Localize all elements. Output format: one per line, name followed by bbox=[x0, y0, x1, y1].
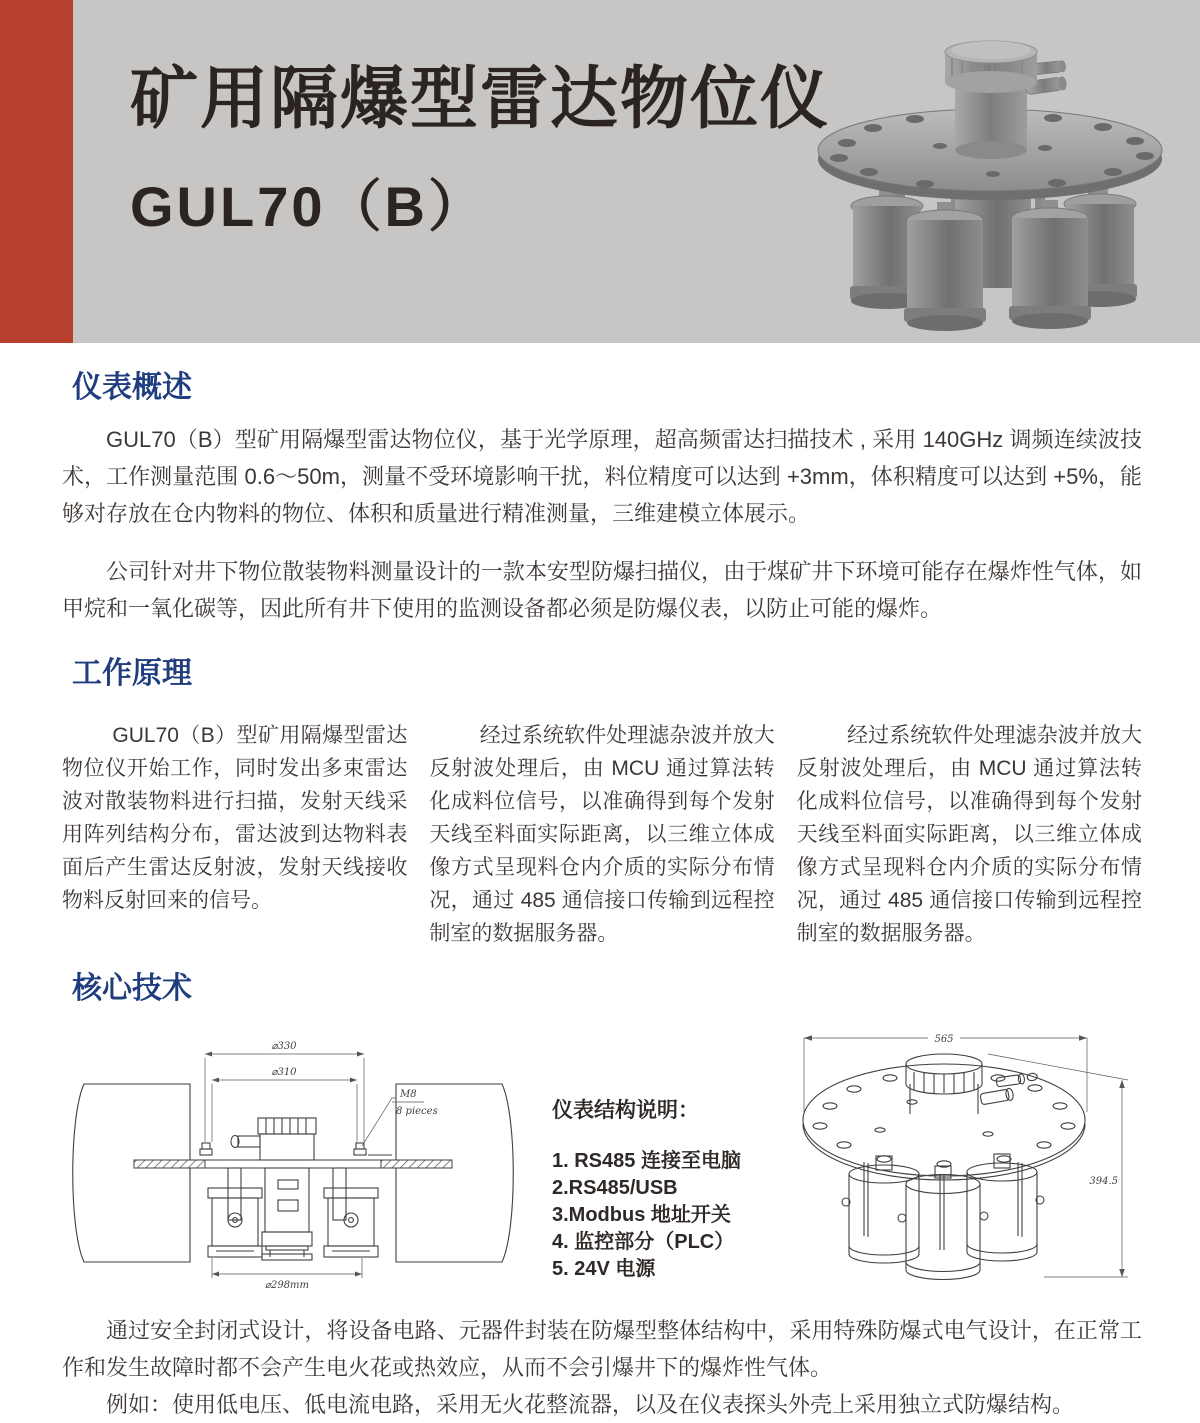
structure-legend-title: 仪表结构说明： bbox=[552, 1099, 699, 1122]
overview-heading: 仪表概述 bbox=[72, 371, 192, 404]
device-3d-render-image bbox=[795, 18, 1195, 336]
dim-label-height: 394.5 bbox=[1089, 1176, 1118, 1187]
structure-item-4: 4. 监控部分（PLC） bbox=[552, 1231, 735, 1253]
section-closing bbox=[62, 1312, 1142, 1423]
structure-item-5: 5. 24V 电源 bbox=[552, 1258, 656, 1280]
installation-drawing bbox=[62, 1022, 524, 1304]
dim-label-inner: ⌀310 bbox=[271, 1067, 297, 1078]
core-heading: 核心技术 bbox=[72, 972, 192, 1005]
closing-paragraph-2: 例如：使用低电压、低电流电路，采用无火花整流器，以及在仪表探头外壳上采用独立式防爆结构。 bbox=[106, 1392, 1075, 1417]
core-drawings-row bbox=[62, 1022, 1142, 1304]
structure-legend bbox=[524, 1022, 780, 1283]
header-banner bbox=[0, 0, 1200, 343]
dim-label-width: 565 bbox=[934, 1034, 954, 1045]
principle-heading: 工作原理 bbox=[72, 657, 192, 690]
title-block bbox=[130, 62, 830, 243]
dimension-drawing bbox=[792, 1022, 1164, 1304]
principle-column-2: 经过系统软件处理滤杂波并放大反射波处理后，由 MCU 通过算法转化成料位信号，以准确得到每个发射天线至料面实际距离，以三维立体成像方式呈现料仓内介质的实际分布情况，通过 485 通信接口传输到远程控制室的数据服务器。 bbox=[429, 724, 775, 945]
dim-label-bottom: ⌀298mm bbox=[264, 1280, 310, 1291]
section-core-technology bbox=[62, 972, 1142, 1304]
structure-item-1: 1. RS485 连接至电脑 bbox=[552, 1150, 741, 1172]
dim-label-outer: ⌀330 bbox=[271, 1041, 297, 1052]
structure-item-2: 2.RS485/USB bbox=[552, 1177, 678, 1199]
overview-paragraph-2: 公司针对井下物位散装物料测量设计的一款本安型防爆扫描仪，由于煤矿井下环境可能存在爆炸性气体，如甲烷和一氧化碳等，因此所有井下使用的监测设备都必须是防爆仪表，以防止可能的爆炸。 bbox=[62, 559, 1142, 621]
section-overview bbox=[62, 343, 1142, 627]
red-accent-bar bbox=[0, 0, 73, 343]
principle-column-3: 经过系统软件处理滤杂波并放大反射波处理后，由 MCU 通过算法转化成料位信号，以准确得到每个发射天线至料面实际距离，以三维立体成像方式呈现料仓内介质的实际分布情况，通过 485 通信接口传输到远程控制室的数据服务器。 bbox=[796, 724, 1142, 945]
bolt-note-bottom: 8 pieces bbox=[396, 1106, 438, 1117]
closing-paragraph-1: 通过安全封闭式设计，将设备电路、元器件封装在防爆型整体结构中，采用特殊防爆式电气设计，在正常工作和发生故障时都不会产生电火花或热效应，从而不会引爆井下的爆炸性气体。 bbox=[62, 1318, 1142, 1380]
section-working-principle bbox=[62, 657, 1142, 950]
bolt-note-top: M8 bbox=[400, 1089, 417, 1100]
principle-column-1: GUL70（B）型矿用隔爆型雷达物位仪开始工作，同时发出多束雷达波对散装物料进行扫描，发射天线采用阵列结构分布，雷达波到达物料表面后产生雷达反射波，发射天线接收物料反射回来的信号。 bbox=[62, 724, 408, 912]
product-title: 矿用隔爆型雷达物位仪 bbox=[130, 61, 831, 137]
principle-columns bbox=[62, 719, 1142, 950]
structure-item-3: 3.Modbus 地址开关 bbox=[552, 1204, 731, 1226]
overview-paragraph-1: GUL70（B）型矿用隔爆型雷达物位仪，基于光学原理，超高频雷达扫描技术 , 采用 140GHz 调频连续波技术，工作测量范围 0.6～50m，测量不受环境影响干扰，料位精度可以达到 +3mm，体积精度可以达到 +5%，能够对存放在仓内物料的物位、体积和质量进行精准测量，三维建模立体展示。 bbox=[62, 427, 1142, 526]
structure-legend-list bbox=[552, 1148, 780, 1283]
page-content bbox=[0, 343, 1200, 1423]
product-model: GUL70（B） bbox=[130, 174, 487, 238]
